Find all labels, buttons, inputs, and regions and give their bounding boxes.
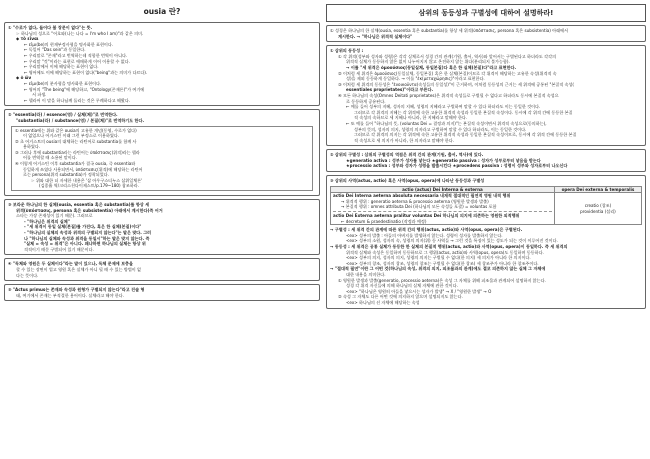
text-line: 그러므로 각 위격의 지혜는 각 위격에 속한 고유한 위격적 속성과 동일한 본질적 속성이다. 동시에 각 위격 간에 동등한 본질 <box>354 109 573 115</box>
divider <box>333 211 552 212</box>
text-line: 용하였다. <box>23 144 41 150</box>
text-line: ← decretum & praedestinatio (작정과 예정) <box>341 218 427 224</box>
text-line: ← 우리말에서 이에 해당하는 표현이 없다. <box>24 64 99 70</box>
text-line: ② "essentia(라) / essence(영) / 실체(체)"로 번역한다. <box>8 112 118 118</box>
text-line: → "절대적 필연"이란 그 어떤 것(하나님의 속성, 위격의 의지, 피조물과의 관계)에도 결코 의존하지 않는 실체 그 자체에 <box>330 266 546 272</box>
text-line: ← 또 예를 들어 "하나님의 뜻, (voluntas Dei = 결정과 의지)"는 본질적 속성이면서 위격적 속성으로(동의하는), <box>346 120 547 126</box>
text-line: → 구별성 : 세 위격 간의 관계에 따른 위격 간의 행위(actus, actio)와 사역(opus, opera)은 구별된다. <box>330 227 523 233</box>
section-ousia-meaning <box>4 22 320 106</box>
text-line: 어를 번역할 때 소용된 말이다. <box>23 155 77 161</box>
text-line: 태, 여기에서 존재는 부적절한 용어이다. 실체라고 해야 한다. <box>16 292 124 298</box>
text-line: ← 영어에도 이에 해당하는 표현이 없다("being"과는 의미가 다르다). <box>24 69 148 75</box>
section-intro <box>326 25 646 42</box>
text-line: 서 파생. <box>32 92 47 98</box>
text-line: 성경 각 위격 자신들에 의해 하나님의 실체 자체에 관한 것이다. <box>346 283 458 289</box>
text-line: "실체 = 속성 = 위격"은 아니다. 왜냐하면 하나님의 실체는 항상 위 <box>24 241 146 247</box>
table-cell <box>331 193 555 225</box>
text-line: ④ 모든 하나님의 속성(Omnes Deitati proprietates)은 위격적 속성들로 구별될 수 없다고 하더라도 동시에 본질적 속성으 <box>338 92 559 98</box>
text-line: → 위격적 행위 : generatio aeterna & processio aeterna (영원한 발생과 발출) <box>341 198 489 204</box>
text-line: 위격적 실체가 동등하지 않은 없이 나누어지지 않고 온전하지 않는 위다(분리되지 불가능함). <box>346 59 510 65</box>
section-revelation <box>4 199 320 255</box>
text-line: - "세 위격이 동일 실체(본질)를 가진다, 혹은 한 실체(본질)이다" <box>24 224 142 230</box>
text-line: (김종흡 역/크리스천다이제스트/p.179~180) 참조하라. <box>39 183 140 189</box>
text-line: 다는 뜻이다. <box>16 272 39 278</box>
text-line: ② 초 어거스트의 ousia의 대체하는 라틴어로 substantia를 함께 사 <box>15 138 137 144</box>
text-line: 나 "하나님의 실체와 속성과 위격을 동일시"하는 말은 맞지 않는다. 즉 <box>24 235 150 241</box>
table-row <box>331 193 642 225</box>
text-line: ① 삼위의 동등성 : <box>330 48 364 54</box>
text-line: 위격(ὑπόστασις, persona 혹은 subsistentia) 아래에서 계시한다(즉 어거 <box>16 207 163 213</box>
text-line: ② 속성 그 자체도 다른 어떤 것에 의지하지 않으며 설명되지도 않는다. <box>338 294 463 300</box>
text-line: ① essentia에는 위와 같은 ousia의 고유한 개념(동영, 수로가 없다) <box>15 127 137 133</box>
text-line: 위격적 실체와 속성은 동일하며 동등하므로 그 행위(actus, actio)와 사역(opus, opera)도 동일하며 동등하다. <box>346 249 544 255</box>
text-line: ← 우리말 "것"이라는 표현로 애매하게 이어 이용할 수 없다. <box>24 58 130 64</box>
text-line: ★generatio activa : 성부가 성자를 낳는다 ★generatio passiva : 성자가 성부로부터 낳음을 받는다 <box>346 157 541 163</box>
text-line: <ex> 성부의 창조, 성자의 창조, 성령의 창조는 구별될 수 없다(한 창조) 세 창조주가 아니라 한 창조주이다. <box>346 260 539 266</box>
section-works <box>326 175 646 308</box>
text-line: ← εἶμι(be)의 현재부정사형을 명사화한 표현이다. <box>24 41 114 47</box>
text-line: 할 수 있는 장면이 업고 영원 혹은 실체가 아니 될 때 수 있는 방법이 없 <box>16 266 141 272</box>
table-header: opera Dei externa & temporalis <box>554 186 641 193</box>
text-line: ★processio activa : 성부와 성자가 성령을 발출시킨다 ★procedens passiva : 성령이 성부와 성자로부터 나오신다 <box>346 163 568 169</box>
text-line: ③ 이처럼 세 위격의 동등성은 "ἐνοικοῦντα(속성들의 동일성)"이 근거하며, 이처럼 동등성의 근거는 세 위격에 공통된 "본질적 속성( <box>338 81 575 87</box>
text-line: 로는 persona(위격 substantia)가 정착되었다. <box>23 172 109 178</box>
text-line: 대한 내용을 의미한다. <box>346 271 386 277</box>
left-page-title: ousia 란? <box>143 7 181 16</box>
text-line: essentiales proprietates)"이라고 부른다. <box>346 87 433 93</box>
works-table <box>330 186 642 226</box>
text-line: ← 우리말로 "존재"라고 번역하는데 적합한 번역이 아니다. <box>24 52 128 58</box>
text-line: → 이를 "세 위격은 ὁμοούσιος(동일실체, 동일본질)다 혹은 한 실체(본질)다"라고 표현한다. <box>346 64 517 70</box>
text-line: → 동등성 : 세 위격은 공통 실체가 동등한 한 실체의 본질적 행위(actus, actio)와 사역(opus, opera)이 동일하다. 즉 세 위격의 <box>330 244 568 249</box>
note-box <box>11 126 313 192</box>
text-line: ← 영어의 "The being"에 해당하고, "Ontology(존재론)"가 여기에 <box>24 86 145 92</box>
text-line: 격적이기 때문 구별되어 있기 때문이다. <box>24 246 94 252</box>
text-line: 스타는 가장 존재성이 있기 때문). 그러므로 <box>16 213 93 219</box>
text-line: ② 삼위의 구별성 : 삼위의 구별성의 역점은 위격 간의 관계(기원, 출서, 역사)에 있다. <box>330 152 484 158</box>
section-two-substances <box>4 258 320 281</box>
text-line: ← 독일어 "Das sein"과 동일한다. <box>24 47 86 53</box>
table-cell <box>554 193 641 225</box>
section-distinction <box>326 149 646 172</box>
section-actus-primus <box>4 284 320 301</box>
table-row <box>331 186 642 193</box>
text-line: creatio (창조) <box>584 203 612 209</box>
text-line: ☞ 위와 대한 더 자세한 내용은 '삼 아우구스티누스 삼위일체론' <box>31 177 143 183</box>
text-line: actio Dei Interna aeterna absoluta necessaria 내재적 절대적인 필연적 영원 내적 행위 <box>333 193 511 199</box>
text-line: 적 속성의 속하므로 세 지혜나 아니라, 한 지혜라고 말해야 한다. <box>354 115 468 121</box>
text-line: - "하나님은 위격의 실체" <box>24 218 70 224</box>
text-line: 동일하게 쓰였다 사용되면서, ὑπόστασις(위격)에 해당하는 라틴어 <box>23 166 143 172</box>
text-line: <ex> 성부의 소원, 성자의 속, 성령의 의지(위) 등 사역들 → 그런 것을 특징이 있는 성도가 되는 것이 이루어진 것이다. <box>346 238 558 244</box>
right-column <box>326 4 646 455</box>
text-line: 성부의 뜻의, 성자의 의지, 성령의 의지라고 구별하여 말할 수 있다 하더라도, 이는 동일한 것이다. <box>354 126 527 132</box>
text-line: ◆ ὁ ὤν <box>16 75 32 81</box>
text-line: → 본질적 행위 : omnes attributa Dei (하나님의 모든 속성들 포괄) = voluntas 포함 <box>341 204 497 210</box>
text-line: actio Dei Externa aeterna pralitur voluntas Dei 하나님의 의지에 의존하는 영원한 외적행위 <box>333 213 520 219</box>
text-line: ← εἶμι(be)의 분사형을 명사화한 표현이다. <box>24 80 102 86</box>
text-line: 성)을 제외 동등하게 동일하다. → 이를 "ἐκ(μεταχώρησις)"이라고 표현한다. <box>346 76 485 82</box>
text-line: ④ "독체와 영원은 두 실체이다"라는 말이 있으나, 독체 문제에 보충을 <box>8 261 133 267</box>
text-line: 계시한다. → "하나님은 위격적 실체이다" <box>338 33 413 39</box>
text-line: ① 영원한 발생과 발출(generatio, processio aeterna)은 속성 그 자체를 위해 피조물과 관계되어 설명하지 않는다. <box>338 277 546 283</box>
text-line: ← 헬라어 이 말을 하나님께 돌리는 것은 무례하다고 해왔다. <box>24 97 131 103</box>
text-line: 로 동등하게 공유된다. <box>346 98 386 104</box>
text-line: ③ 보라운 하나님의 한 실체(ousia, essentia 혹은 substantia)를 항상 세 <box>8 202 150 208</box>
text-line: ① 각 위격(성부와 성자와 성령)은 각각 실체로서 성경 간의 관계(기원, 출서, 역사)와 앞어서는 구별된다고 하더라도 각각의 <box>338 53 557 59</box>
text-line: 적 속성으로 세 의지가 아니라, 한 의지라고 말해야 한다. <box>354 137 455 143</box>
section-essentia <box>4 109 320 196</box>
text-line: ☞ 하나님의 성으로 "어호와(나는 나다 = I'm who I am)"과 같은 의미. <box>16 30 144 36</box>
text-line: 이 없었으나 어거스틴 이래 그런 부정스로 이용하였다. <box>23 133 120 139</box>
text-line: ③ 삼위의 사역(actus, actio) 혹은 사역(opus, opera)에 나타난 동등성과 구별성 <box>330 178 485 184</box>
text-line: providentia (섭리) <box>580 208 616 214</box>
left-column <box>4 4 320 455</box>
text-line: ② 이처럼 세 위격은 ὁμοούσιος(동일실체, 동일본질) 혹은 한 실체(본질)이므로 각 위격이 해당하는 고유한 속성(위격적 속 <box>338 70 557 76</box>
text-line: <ex> 성부의 발출 : 아들의 아버지를 발생하지 않는다. 성령이 성자를 발출하지 않는다. <box>346 232 503 238</box>
section-equality <box>326 45 646 146</box>
text-line: ③ 그러나 후에 substantia라는 라틴어는 ὑπόστασις(위격)라는 헬라 <box>15 149 140 155</box>
text-line: ⑤ "Actus primus는 존재와 속성과 원형가 구별되지 않는다"라고 진술 형 <box>8 287 145 293</box>
text-line: "substantia(라) / substance(영) / 본질(체)"로 번역하기도 한다. <box>16 117 145 123</box>
text-line: ① "수로가 없다, 들어다 볼 장문이 없다"는 뜻. <box>8 25 93 30</box>
text-line: 그러므로 각 위격의 의지는 각 위격에 속한 고유한 위격적 속성과 동일한 본질적 속성이므로, 동시에 각 위격 간에 동등한 본질 <box>354 132 577 138</box>
text-line: ← 예를 들어 성부의 지혜, 성자의 지혜, 성령의 지혜라고 구별하여 말할 수 있다 하더라도 이는 동일한 것이다. <box>346 104 541 110</box>
text-line: ④ 이렇게 어거스틴 이후 substantia가 결국 ousia, 즉 essentia와 <box>15 161 136 167</box>
text-line: <ex> 성부의 의지, 성자의 의지, 성령의 의지는 구별될 수 없다(한 의지) 세 의지가 아니라 한 의지이다. <box>346 255 531 261</box>
text-line: <ex> 하나님의 선 자체에 해당하는 속성 <box>346 299 420 305</box>
table-header: actio (actus) Dei Interna & externa <box>331 186 555 193</box>
text-line: - "하나님의 실체의 속성과 위격의 구별되지 않는다"는 말은 맞다. 그러 <box>24 230 152 235</box>
text-line: ① 성경은 하나님의 한 실체(ousia, essentia 혹은 substantia)를 항상 세 위격(ὑπόστασις, persona 혹은 subsistentia) 아래에서 <box>330 28 568 33</box>
text-line: <ex> "하나님은 영원히 아들을 낳으시는 성자가 발생" → X / "영원한 발생" → O <box>346 288 492 294</box>
right-page-title: 삼위의 동등성과 구별성에 대하여 설명하라! <box>326 4 646 22</box>
text-line: ◆ τὸ εἶναι <box>16 36 39 42</box>
